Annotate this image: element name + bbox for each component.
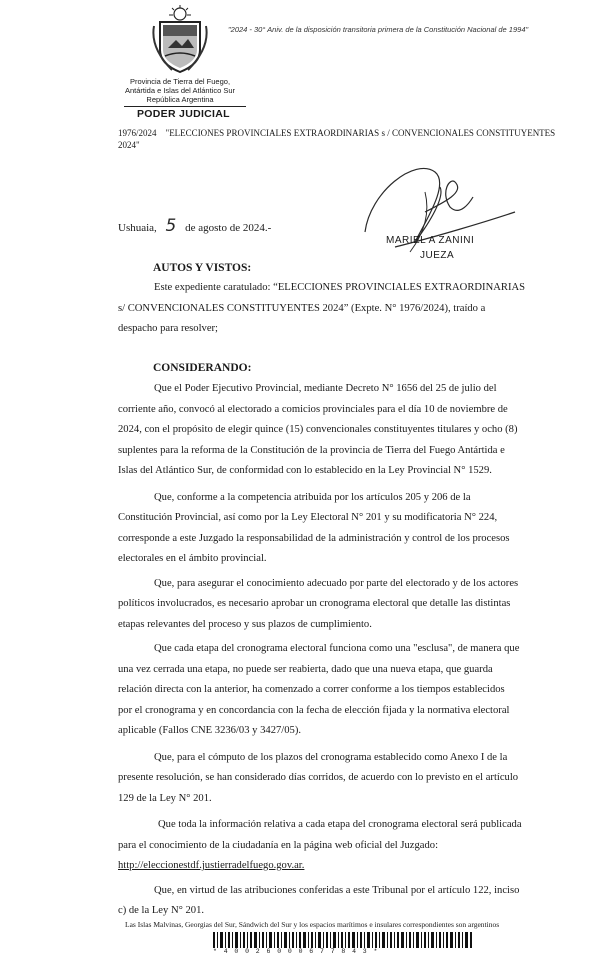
anniversary-motto: "2024 - 30° Aniv. de la disposición transitoria primera de la Constitución Nacional de 1994" — [228, 25, 529, 34]
p4-line-4: por el cronograma y en concordancia con la fecha de elección fijada y la normativa electoral — [118, 704, 510, 716]
province-line-3: República Argentina — [146, 95, 214, 104]
p4-line-3: relación directa con la anterior, ha comenzado a correr conforme a los tiempos establecidos — [118, 684, 505, 695]
date-line — [118, 216, 271, 236]
p2-line-3: corresponde a este Juzgado la responsabilidad de la administración y control de los procesos — [118, 532, 510, 544]
judge-name: MARIEL A ZANINI — [386, 235, 475, 246]
p4-line-5: aplicable (Fallos CNE 3236/03 y 3427/05). — [118, 725, 302, 736]
autos-y-vistos-heading: AUTOS Y VISTOS: — [153, 262, 252, 274]
p1-line-3: 2024, con el propósito de elegir quince (15) convencionales constituyentes titulares y ocho (8) — [118, 424, 518, 435]
p3-line-3: etapas relevantes del proceso y sus plazos de cumplimiento. — [118, 618, 372, 630]
provincial-coat-of-arms-icon — [152, 4, 208, 76]
p2-line-2: Constitución Provincial, así como por la Ley Electoral N° 201 y su modificatoria N° 224, — [118, 512, 498, 523]
p7-line-1: Que, en virtud de las atribuciones conferidas a este Tribunal por el artículo 122, inciso — [154, 884, 520, 896]
province-line-2: Antártida e Islas del Atlántico Sur — [124, 86, 236, 95]
autos-line-1: Este expediente caratulado: “ELECCIONES PROVINCIALES EXTRAORDINARIAS — [154, 282, 526, 293]
header-rule — [124, 106, 246, 107]
p7-line-2: c) de la Ley N° 201. — [118, 905, 205, 916]
date-rest: de agosto de 2024.- — [185, 222, 272, 234]
p1-line-5: Islas del Atlántico Sur, de conformidad con lo establecido en la Ley Provincial N° 1529. — [118, 465, 492, 476]
case-number: 1976/2024 — [118, 128, 157, 138]
p6-line-1: Que toda la información relativa a cada etapa del cronograma electoral será publicada — [158, 819, 522, 830]
p4-line-1: Que cada etapa del cronograma electoral funciona como una "esclusa", de manera que — [154, 643, 520, 654]
p2-line-1: Que, conforme a la competencia atribuida por los artículos 205 y 206 de la — [154, 491, 471, 503]
considerando-body — [118, 379, 570, 922]
document-barcode — [213, 932, 473, 948]
p3-line-2: políticos involucrados, es necesario aprobar un cronograma electoral que detalle las distintas — [118, 598, 511, 609]
case-reference — [118, 127, 578, 151]
date-day-handwritten: 5 — [165, 216, 177, 236]
case-title: "ELECCIONES PROVINCIALES EXTRAORDINARIAS s / CONVENCIONALES CONSTITUYENTES — [165, 128, 556, 138]
p6-line-2: para el conocimiento de la ciudadanía en la página web oficial del Juzgado: — [118, 839, 439, 851]
malvinas-footer-text: Las Islas Malvinas, Georgias del Sur, Sándwich del Sur y los espacios marítimos e insulares correspondientes son argentinos — [125, 920, 500, 929]
p1-line-1: Que el Poder Ejecutivo Provincial, mediante Decreto N° 1656 del 25 de julio del — [154, 383, 497, 394]
p4-line-2: una vez cerrada una etapa, no puede ser reabierta, dado que una nueva etapa, que guarda — [118, 663, 493, 675]
date-city: Ushuaia, — [118, 222, 157, 234]
poder-judicial-title: PODER JUDICIAL — [137, 108, 230, 120]
considerando-heading: CONSIDERANDO: — [153, 362, 252, 374]
barcode-number: *40026000677843* — [213, 948, 385, 955]
p5-line-1: Que, para el cómputo de los plazos del cronograma establecido como Anexo I de la — [154, 751, 508, 763]
case-title-cont: 2024" — [118, 140, 140, 150]
p2-line-4: electorales en el ámbito provincial. — [118, 553, 267, 564]
p5-line-2: presente resolución, se han considerado días corridos, de acuerdo con lo previsto en el artículo — [118, 772, 519, 783]
barcode-bars — [213, 932, 473, 948]
juzgado-website-link[interactable]: http://eleccionestdf.justierradelfuego.gov.ar. — [118, 860, 305, 871]
judge-title: JUEZA — [420, 250, 455, 261]
autos-line-2: s/ CONVENCIONALES CONSTITUYENTES 2024” (Expte. N° 1976/2024), traído a — [118, 302, 486, 314]
p5-line-3: 129 de la Ley N° 201. — [118, 792, 212, 804]
p1-line-4: suplentes para la reforma de la Constitución de la provincia de Tierra del Fuego Antártida e — [118, 444, 505, 456]
p3-line-1: Que, para asegurar el conocimiento adecuado por parte del electorado y de los actores — [154, 577, 519, 589]
p1-line-2: corriente año, convocó al electorado a comicios provinciales para el día 10 de noviembre de — [118, 403, 508, 415]
province-name — [110, 77, 250, 104]
province-line-1: Provincia de Tierra del Fuego, — [129, 77, 231, 86]
autos-line-3: despacho para resolver; — [118, 323, 219, 334]
autos-paragraph — [118, 278, 570, 340]
